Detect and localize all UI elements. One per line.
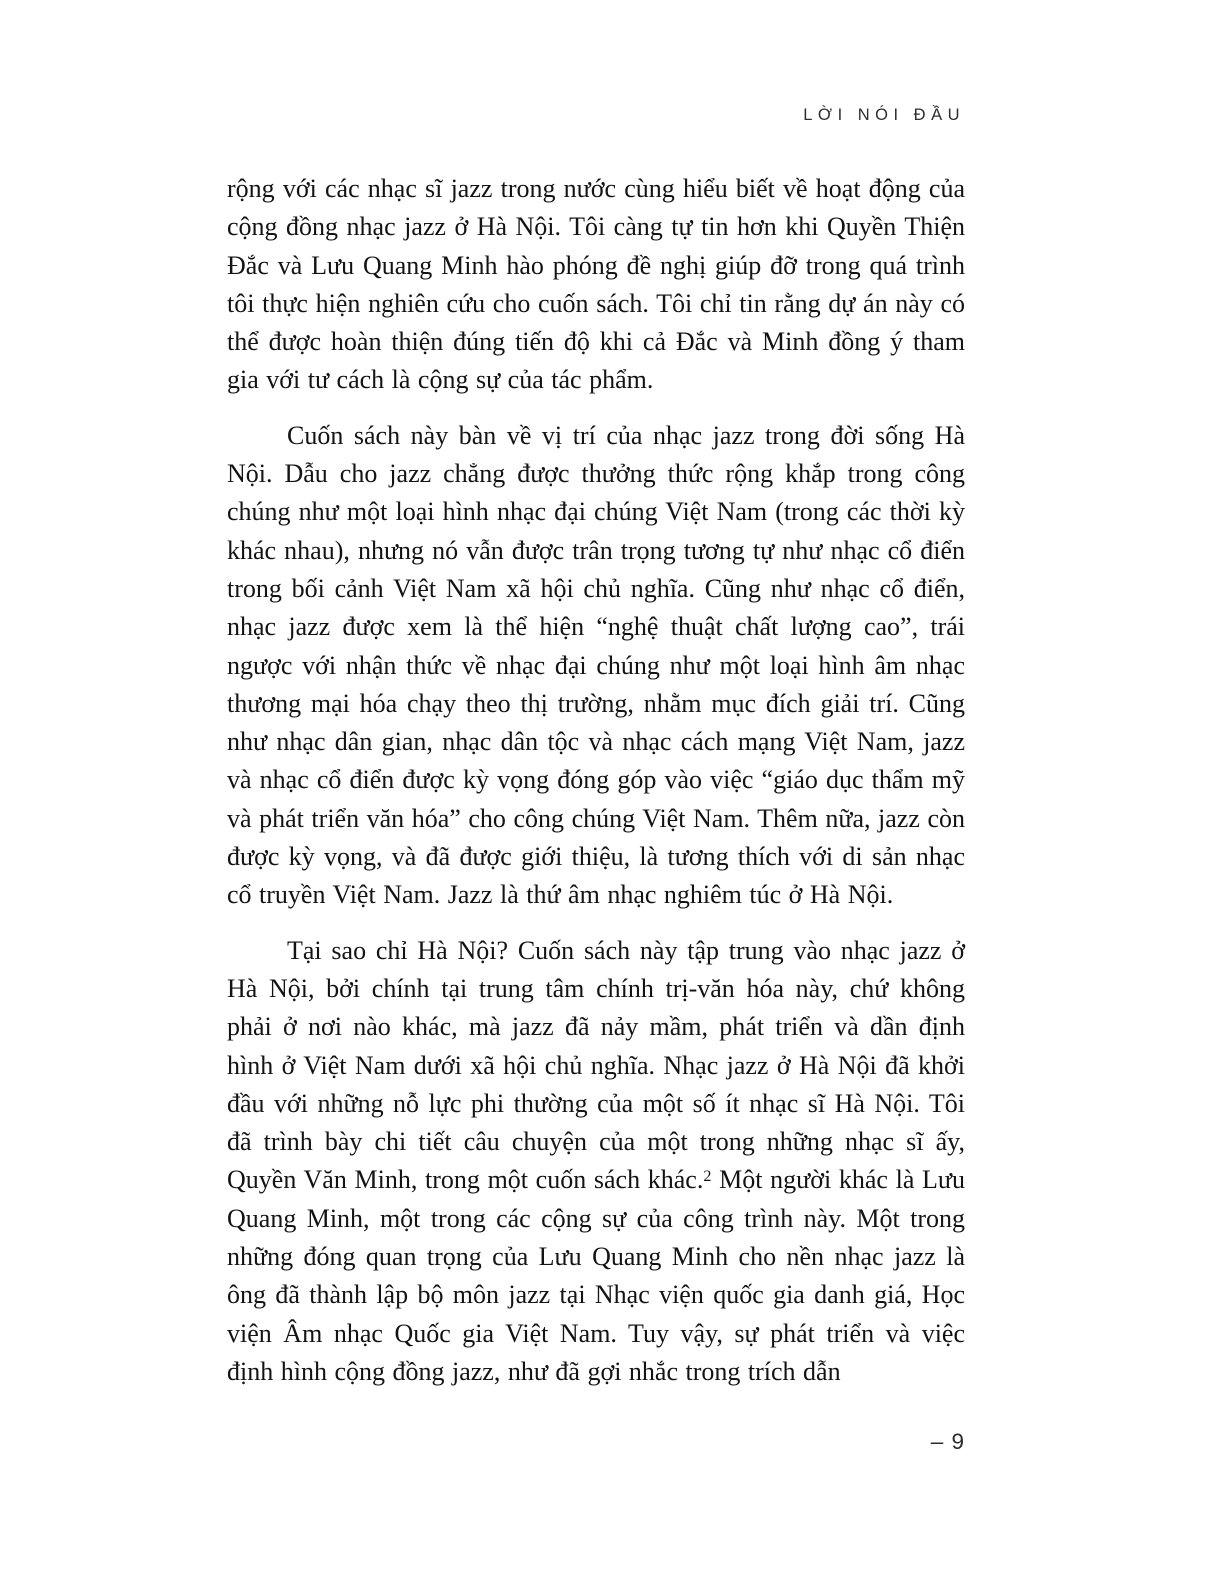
paragraph-1: rộng với các nhạc sĩ jazz trong nước cùng hiểu biết về hoạt động của cộng đồng nhạc jazz ở Hà Nội. Tôi càng tự tin hơn khi Quyền Thiện Đắc và Lưu Quang Minh hào phóng đề nghị giúp đỡ trong quá trình tôi thực hiện nghiên cứu cho cuốn sách. Tôi chỉ tin rằng dự án này có thể được hoàn thiện đúng tiến độ khi cả Đắc và Minh đồng ý tham gia với tư cách là cộng sự của tác phẩm.: [227, 174, 965, 395]
paragraph-3-text-continued: Một người khác là Lưu Quang Minh, một trong các cộng sự của công trình này. Một trong những đóng quan trọng của Lưu Quang Minh cho nền nhạc jazz là ông đã thành lập bộ môn jazz tại Nhạc viện quốc gia danh giá, Học viện Âm nhạc Quốc gia Việt Nam. Tuy vậy, sự phát triển và việc định hình cộng đồng jazz, như đã gợi nhắc trong trích dẫn: [227, 1165, 965, 1386]
paragraph-3: [227, 932, 965, 1392]
page-number: – 9: [930, 1429, 965, 1454]
footnote-marker: 2: [703, 1168, 712, 1186]
paragraph-3-text: Tại sao chỉ Hà Nội? Cuốn sách này tập trung vào nhạc jazz ở Hà Nội, bởi chính tại trung tâm chính trị-văn hóa này, chứ không phải ở nơi nào khác, mà jazz đã nảy mầm, phát triển và dần định hình ở Việt Nam dưới xã hội chủ nghĩa. Nhạc jazz ở Hà Nội đã khởi đầu với những nỗ lực phi thường của một số ít nhạc sĩ Hà Nội. Tôi đã trình bày chi tiết câu chuyện của một trong những nhạc sĩ ấy, Quyền Văn Minh, trong một cuốn sách khác.: [227, 935, 965, 1195]
paragraph-2: Cuốn sách này bàn về vị trí của nhạc jazz trong đời sống Hà Nội. Dẫu cho jazz chẳng được thưởng thức rộng khắp trong công chúng như một loại hình nhạc đại chúng Việt Nam (trong các thời kỳ khác nhau), nhưng nó vẫn được trân trọng tương tự như nhạc cổ điển trong bối cảnh Việt Nam xã hội chủ nghĩa. Cũng như nhạc cổ điển, nhạc jazz được xem là thể hiện “nghệ thuật chất lượng cao”, trái ngược với nhận thức về nhạc đại chúng như một loại hình âm nhạc thương mại hóa chạy theo thị trường, nhằm mục đích giải trí. Cũng như nhạc dân gian, nhạc dân tộc và nhạc cách mạng Việt Nam, jazz và nhạc cổ điển được kỳ vọng đóng góp vào việc “giáo dục thẩm mỹ và phát triển văn hóa” cho công chúng Việt Nam. Thêm nữa, jazz còn được kỳ vọng, và đã được giới thiệu, là tương thích với di sản nhạc cổ truyền Việt Nam. Jazz là thứ âm nhạc nghiêm túc ở Hà Nội.: [227, 420, 965, 910]
page-body: [227, 170, 965, 1391]
running-header: LỜI NÓI ĐẦU: [803, 106, 965, 124]
